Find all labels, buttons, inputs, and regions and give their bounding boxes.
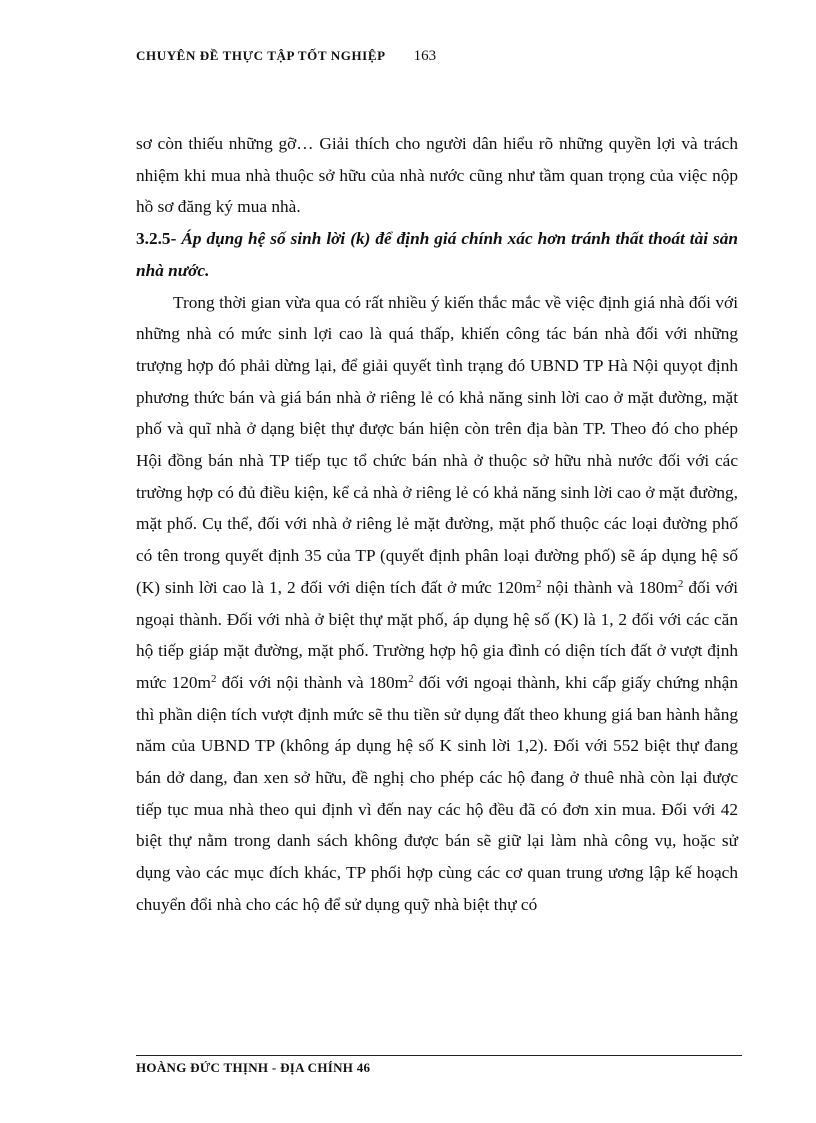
page-footer: HOÀNG ĐỨC THỊNH - ĐỊA CHÍNH 46 xyxy=(136,1060,371,1075)
paragraph-main xyxy=(136,287,738,921)
document-title: CHUYÊN ĐỀ THỰC TẬP TỐT NGHIỆP xyxy=(136,48,386,63)
section-title: Áp dụng hệ số sinh lời (k) để định giá chính xác hơn tránh thất thoát tài sản nhà nước. xyxy=(136,229,738,280)
section-number: 3.2.5- xyxy=(136,229,177,249)
paragraph-continuation: sơ còn thiếu những gỡ… Giải thích cho người dân hiểu rõ những quyền lợi và trách nhiệm khi mua nhà thuộc sở hữu của nhà nước cũng như tầm quan trọng của việc nộp hồ sơ đăng ký mua nhà. xyxy=(136,134,738,217)
paragraph-text: đối với nội thành và 180m xyxy=(216,672,409,692)
superscript: 2 xyxy=(210,672,217,685)
section-heading xyxy=(136,223,738,286)
page-number: 163 xyxy=(413,48,437,64)
paragraph-text: đối với ngoại thành, khi cấp giấy chứng nhận thì phần diện tích vượt định mức sẽ thu tiền sử dụng đất theo khung giá ban hành hằng năm của UBND TP (không áp dụng hệ số K sinh lời 1,2). Đối với 552 biệt thự đang bán dở dang, đan xen sở hữu, đề nghị cho phép các hộ đang ở thuê nhà còn lại được tiếp tục mua nhà theo qui định vì đến nay các hộ đều đã có đơn xin mua. Đối với 42 biệt thự nằm trong danh sách không được bán sẽ giữ lại làm nhà công vụ, hoặc sử dụng vào các mục đích khác, TP phối hợp cùng các cơ quan trung ương lập kế hoạch chuyển đổi nhà cho các hộ để sử dụng quỹ nhà biệt thự có xyxy=(136,672,738,914)
document-body xyxy=(136,128,738,921)
paragraph-text: nội thành và 180m xyxy=(541,577,678,597)
superscript: 2 xyxy=(536,577,542,590)
paragraph-text: đối với ngoại thành. Đối với nhà ở biệt thự mặt phố, áp dụng hệ số (K) là 1, 2 đối với các căn hộ tiếp giáp mặt đường, mặt phố. Trường hợp hộ gia đình có diện tích đất ở vượt định mức 120m xyxy=(136,577,738,692)
superscript: 2 xyxy=(408,672,414,685)
footer-divider xyxy=(136,1055,742,1056)
paragraph-text: Trong thời gian vừa qua có rất nhiều ý kiến thắc mắc về việc định giá nhà đối với những nhà có mức sinh lợi cao là quá thấp, khiến công tác bán nhà đối với những trượng hợp đó phải dừng lại, để giải quyết tình trạng đó UBND TP Hà Nội quyọt định phương thức bán và giá bán nhà ở riêng lẻ có khả năng sinh lời cao ở mặt đường, mặt phố và quĩ nhà ở dạng biệt thự được bán hiện còn trên địa bàn TP. Theo đó cho phép Hội đồng bán nhà TP tiếp tục tổ chức bán nhà ở thuộc sở hữu nhà nước đối với các trường hợp có đủ điều kiện, kể cả nhà ở riêng lẻ có khả năng sinh lời cao ở mặt đường, mặt phố. Cụ thể, đối với nhà ở riêng lẻ mặt đường, mặt phố thuộc các loại đường phố có tên trong quyết định 35 của TP (quyết định phân loại đường phố) sẽ áp dụng hệ số (K) sinh lời cao là 1, 2 đối với diện tích đất ở mức 120m xyxy=(136,292,738,597)
superscript: 2 xyxy=(677,577,684,590)
page-header xyxy=(136,48,736,72)
